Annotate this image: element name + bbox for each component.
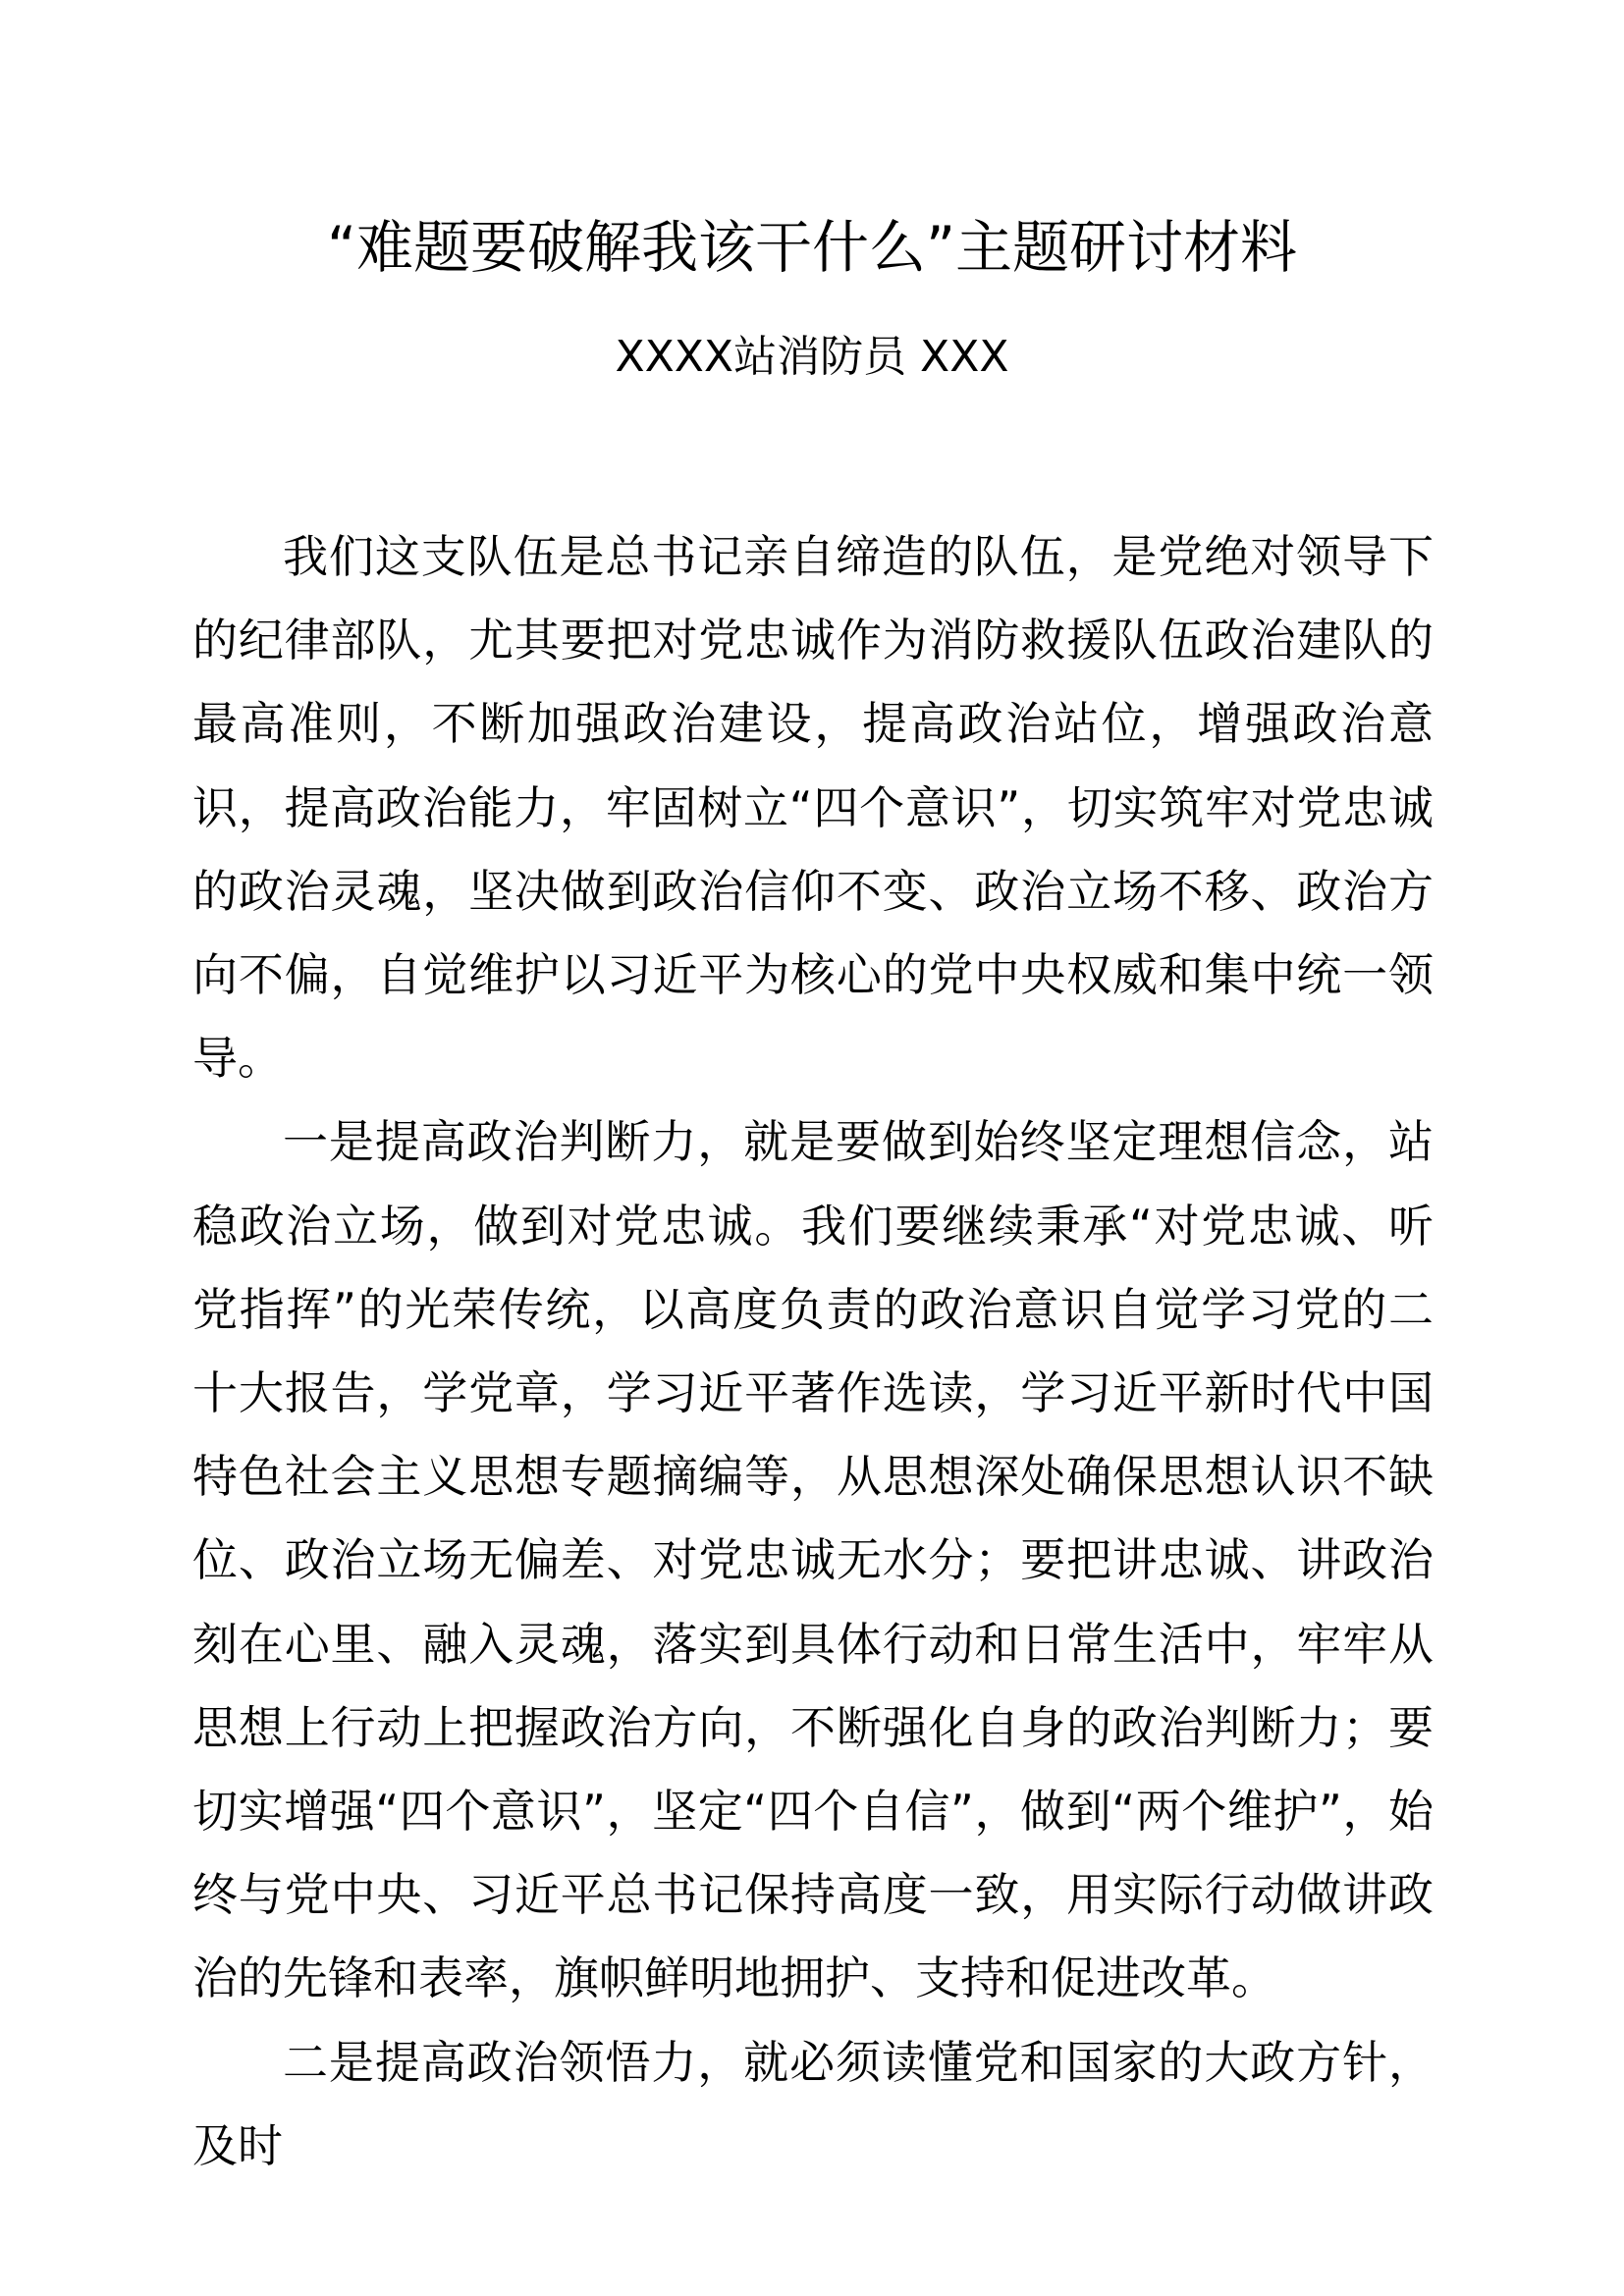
document-title: “难题要破解我该干什么”主题研讨材料 <box>326 214 1298 281</box>
paragraph-point-one: 一是提高政治判断力，就是要做到始终坚定理想信念，站稳政治立场，做到对党忠诚。我们要继续秉承“对党忠诚、听党指挥”的光荣传统，以高度负责的政治意识自觉学习党的二十大报告，学党章，学习近平著作选读，学习近平新时代中国特色社会主义思想专题摘编等，从思想深处确保思想认识不缺位、政治立场无偏差、对党忠诚无水分；要把讲忠诚、讲政治刻在心里、融入灵魂，落实到具体行动和日常生活中，牢牢从思想上行动上把握政治方向，不断强化自身的政治判断力；要切实增强“四个意识”，坚定“四个自信”，做到“两个维护”，始终与党中央、习近平总书记保持高度一致，用实际行动做讲政治的先锋和表率，旗帜鲜明地拥护、支持和促进改革。 <box>192 1115 1434 2005</box>
paragraph-point-two: 二是提高政治领悟力，就必须读懂党和国家的大政方针，及时 <box>192 2035 1434 2172</box>
paragraph-intro: 我们这支队伍是总书记亲自缔造的队伍，是党绝对领导下的纪律部队，尤其要把对党忠诚作为消防救援队伍政治建队的最高准则，不断加强政治建设，提高政治站位，增强政治意识，提高政治能力，牢固树立“四个意识”，切实筑牢对党忠诚的政治灵魂，坚决做到政治信仰不变、政治立场不移、政治方向不偏，自觉维护以习近平为核心的党中央权威和集中统一领导。 <box>192 530 1434 1086</box>
document-body <box>192 515 1434 2188</box>
document-author: XXXX站消防员 XXX <box>615 332 1009 382</box>
